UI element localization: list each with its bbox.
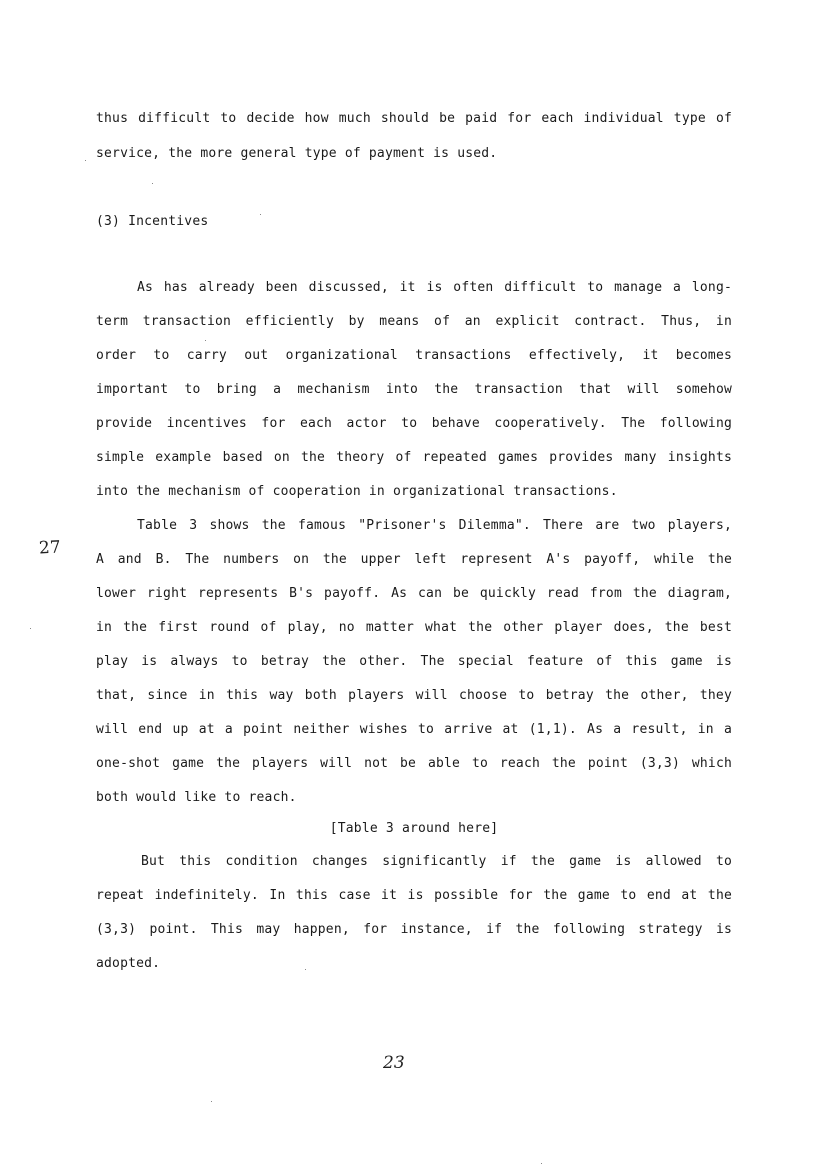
table-placeholder: [Table 3 around here] bbox=[329, 821, 499, 836]
scan-speck bbox=[30, 628, 31, 629]
text-line: But this condition changes significantly if the game is allowed to bbox=[141, 854, 732, 869]
scan-speck bbox=[152, 183, 153, 184]
text-line: Table 3 shows the famous "Prisoner's Dilemma". There are two players, bbox=[137, 518, 732, 533]
text-line: A and B. The numbers on the upper left represent A's payoff, while the bbox=[96, 552, 732, 567]
margin-annotation: 27 bbox=[38, 537, 62, 559]
text-line: that, since in this way both players will choose to betray the other, they bbox=[96, 688, 732, 703]
text-line: one-shot game the players will not be able to reach the point (3,3) which bbox=[96, 756, 732, 771]
scan-speck bbox=[541, 1163, 542, 1164]
text-line: service, the more general type of payment is used. bbox=[96, 146, 498, 161]
text-line: both would like to reach. bbox=[96, 790, 297, 805]
scan-speck bbox=[260, 214, 261, 215]
scan-speck bbox=[305, 969, 306, 970]
scan-speck bbox=[205, 340, 206, 341]
text-line: repeat indefinitely. In this case it is possible for the game to end at the bbox=[96, 888, 732, 903]
text-line: term transaction efficiently by means of an explicit contract. Thus, in bbox=[96, 314, 732, 329]
text-line: (3,3) point. This may happen, for instance, if the following strategy is bbox=[96, 922, 732, 937]
text-line: lower right represents B's payoff. As can be quickly read from the diagram, bbox=[96, 586, 732, 601]
section-heading: (3) Incentives bbox=[96, 214, 209, 229]
text-line: into the mechanism of cooperation in organizational transactions. bbox=[96, 484, 618, 499]
text-line: provide incentives for each actor to behave cooperatively. The following bbox=[96, 416, 732, 431]
text-line: As has already been discussed, it is often difficult to manage a long- bbox=[137, 280, 732, 295]
scan-speck bbox=[85, 160, 86, 161]
text-line: thus difficult to decide how much should be paid for each individual type of bbox=[96, 111, 732, 126]
page-number: 23 bbox=[383, 1053, 405, 1073]
text-line: will end up at a point neither wishes to arrive at (1,1). As a result, in a bbox=[96, 722, 732, 737]
text-line: in the first round of play, no matter what the other player does, the best bbox=[96, 620, 732, 635]
text-line: adopted. bbox=[96, 956, 161, 971]
text-line: order to carry out organizational transactions effectively, it becomes bbox=[96, 348, 732, 363]
text-line: play is always to betray the other. The special feature of this game is bbox=[96, 654, 732, 669]
scan-speck bbox=[211, 1101, 212, 1102]
text-line: simple example based on the theory of repeated games provides many insights bbox=[96, 450, 732, 465]
text-line: important to bring a mechanism into the transaction that will somehow bbox=[96, 382, 732, 397]
